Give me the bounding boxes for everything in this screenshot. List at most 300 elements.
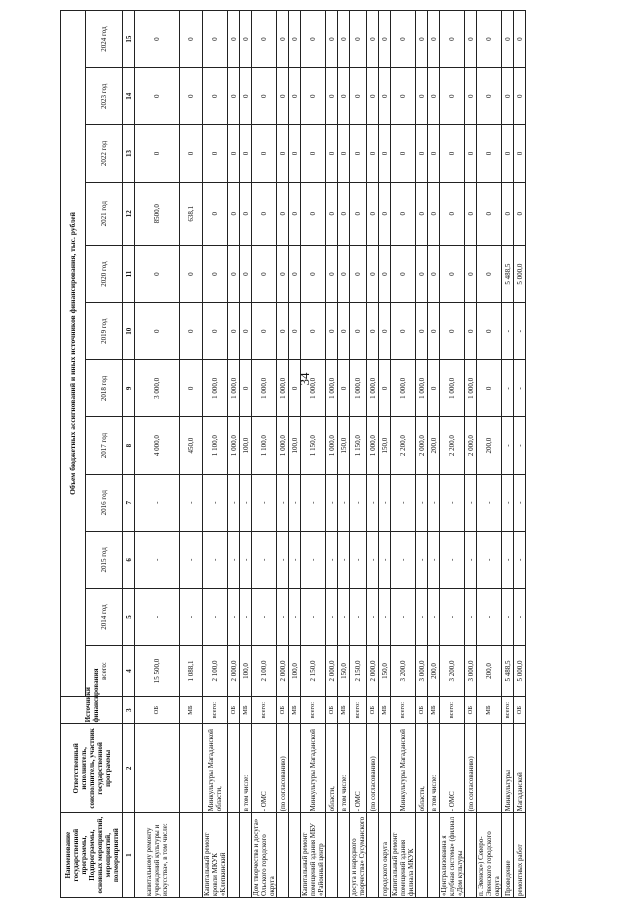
header-executor: Ответственный исполнитель, соисполнитель, участник государственной программы [61,724,123,813]
year-value-cell: 1 000,0 [228,360,240,417]
year-value-cell: 0 [514,68,526,125]
year-value-cell: 0 [391,246,416,303]
year-value-cell: - [252,531,277,588]
year-value-cell: 0 [252,68,277,125]
year-value-cell: 1 000,0 [326,360,338,417]
column-number-cell: 6 [123,531,135,588]
total-value-cell: 100,0 [289,646,301,697]
year-value-cell: - [465,588,477,645]
year-value-cell: 0 [277,11,289,68]
table-row [338,11,350,898]
executor-cell: - ОМС [252,724,277,813]
program-name-cell: Капитальный ремонт кровли МКУК «Клепкинский [203,813,228,898]
table-row [301,11,326,898]
header-group-title: Объем бюджетных ассигнований и иных источников финансирования, тыс. рублей [61,11,86,697]
year-value-cell: 0 [350,303,367,360]
table-row [240,11,252,898]
year-value-cell: - [135,531,180,588]
total-value-cell: 3 000,0 [416,646,428,697]
year-value-cell: 0 [240,68,252,125]
total-value-cell: 2 100,0 [203,646,228,697]
year-value-cell: - [502,360,514,417]
source-cell: МБ [289,696,301,724]
year-value-cell: - [514,303,526,360]
year-value-cell: 0 [465,68,477,125]
year-value-cell: - [465,474,477,531]
year-value-cell: 0 [350,182,367,246]
year-value-cell: - [252,588,277,645]
table-row [367,11,379,898]
year-value-cell: 0 [228,68,240,125]
year-value-cell: 0 [440,125,465,182]
year-value-cell: 0 [228,11,240,68]
year-value-cell: 1 000,0 [391,360,416,417]
total-value-cell: 100,0 [240,646,252,697]
total-value-cell: 3 200,0 [391,646,416,697]
year-value-cell: - [228,474,240,531]
table-container [60,10,570,898]
year-value-cell: - [391,588,416,645]
year-value-cell: 0 [416,182,428,246]
year-value-cell: - [514,474,526,531]
year-value-cell: - [477,531,502,588]
column-number-cell: 2 [123,724,135,813]
year-value-cell: - [301,531,326,588]
year-value-cell: 0 [428,246,440,303]
year-value-cell: 0 [301,11,326,68]
year-value-cell: 0 [465,11,477,68]
year-value-cell: - [203,588,228,645]
year-value-cell: 0 [514,11,526,68]
year-value-cell: - [440,474,465,531]
executor-cell: Минкультуры Магаданской [391,724,416,813]
program-name-cell: «Централизованна я клубная система» (филиал «Дом культуры [440,813,465,898]
year-value-cell: 0 [477,360,502,417]
source-cell: МБ [338,696,350,724]
executor-cell: Минкультуры [502,724,514,813]
header-year: 2018 год [86,360,123,417]
year-value-cell: 0 [135,125,180,182]
column-number-cell: 5 [123,588,135,645]
total-value-cell: 150,0 [338,646,350,697]
source-cell: всего: [350,696,367,724]
year-value-cell: - [240,531,252,588]
year-value-cell: 0 [440,303,465,360]
year-value-cell: - [277,588,289,645]
source-cell: ОБ [514,696,526,724]
year-value-cell: - [326,531,338,588]
year-value-cell: - [428,588,440,645]
year-value-cell: 0 [367,182,379,246]
executor-cell: (по согласованию) [465,724,477,813]
total-value-cell: 3 200,0 [440,646,465,697]
year-value-cell: 0 [180,360,203,417]
column-number-cell: 8 [123,417,135,474]
executor-cell [289,724,301,813]
year-value-cell: - [416,474,428,531]
total-value-cell: 2 000,0 [277,646,289,697]
year-value-cell: - [228,531,240,588]
year-value-cell: 0 [252,11,277,68]
column-number-row [123,11,135,898]
year-value-cell: 0 [428,125,440,182]
total-value-cell: 200,0 [428,646,440,697]
year-value-cell: - [180,588,203,645]
year-value-cell: 0 [252,303,277,360]
year-value-cell: - [367,531,379,588]
year-value-cell: 0 [203,246,228,303]
year-value-cell: 0 [428,68,440,125]
year-value-cell: 0 [391,125,416,182]
program-name-cell [326,813,338,898]
year-value-cell: - [240,474,252,531]
year-value-cell: 0 [180,246,203,303]
source-cell: МБ [240,696,252,724]
column-number-cell: 7 [123,474,135,531]
source-cell: всего: [252,696,277,724]
year-value-cell: 0 [477,11,502,68]
year-value-cell: 0 [338,303,350,360]
table-row [391,11,416,898]
total-value-cell: 1 088,1 [180,646,203,697]
year-value-cell: 0 [240,11,252,68]
year-value-cell: 0 [203,11,228,68]
table-row [228,11,240,898]
year-value-cell: - [301,474,326,531]
year-value-cell: - [180,531,203,588]
year-value-cell: 0 [240,182,252,246]
year-value-cell: - [350,531,367,588]
executor-cell: области, [326,724,338,813]
year-value-cell: 0 [379,125,391,182]
year-value-cell: - [440,531,465,588]
year-value-cell: 0 [440,68,465,125]
year-value-cell: 0 [440,182,465,246]
table-row [252,11,277,898]
year-value-cell: 5 000,0 [514,246,526,303]
year-value-cell: 0 [252,125,277,182]
executor-cell: в том числе: [240,724,252,813]
header-year: 2022 год [86,125,123,182]
year-value-cell: 0 [379,303,391,360]
program-name-cell [367,813,379,898]
source-cell: ОБ [277,696,289,724]
year-value-cell: - [338,474,350,531]
year-value-cell: - [502,303,514,360]
year-value-cell: - [428,531,440,588]
year-value-cell: 0 [135,68,180,125]
year-value-cell: 0 [477,125,502,182]
year-value-cell: - [465,531,477,588]
year-value-cell: 1 100,0 [203,417,228,474]
year-value-cell: 450,0 [180,417,203,474]
year-value-cell: 1 000,0 [228,417,240,474]
year-value-cell: 0 [391,68,416,125]
year-value-cell: - [379,474,391,531]
column-number-cell: 15 [123,11,135,68]
year-value-cell: - [252,474,277,531]
year-value-cell: 0 [477,68,502,125]
source-cell: ОБ [367,696,379,724]
year-value-cell: - [338,588,350,645]
year-value-cell: 0 [391,182,416,246]
year-value-cell: 0 [350,68,367,125]
header-year: 2015 год [86,531,123,588]
year-value-cell: 2 000,0 [416,417,428,474]
year-value-cell: 0 [135,303,180,360]
column-number-cell: 14 [123,68,135,125]
table-row [350,11,367,898]
table-row [277,11,289,898]
year-value-cell: 0 [367,125,379,182]
source-cell: всего: [440,696,465,724]
year-value-cell: 0 [338,68,350,125]
year-value-cell: 0 [440,246,465,303]
table-row [502,11,514,898]
year-value-cell: - [228,588,240,645]
year-value-cell: 1 000,0 [252,360,277,417]
source-cell: всего: [203,696,228,724]
executor-cell: (по согласованию) [367,724,379,813]
year-value-cell: 0 [338,125,350,182]
year-value-cell: 0 [502,125,514,182]
year-value-cell: 1 000,0 [301,360,326,417]
source-cell: ОБ [416,696,428,724]
program-name-cell: Проведение [502,813,514,898]
year-value-cell: - [502,588,514,645]
year-value-cell: 0 [477,303,502,360]
year-value-cell: 0 [367,246,379,303]
year-value-cell: - [289,531,301,588]
year-value-cell: 0 [350,11,367,68]
total-value-cell: 200,0 [477,646,502,697]
program-name-cell [180,813,203,898]
year-value-cell: 0 [477,182,502,246]
year-value-cell: 0 [338,182,350,246]
year-value-cell: 0 [465,303,477,360]
program-name-cell [289,813,301,898]
year-value-cell: 0 [180,303,203,360]
year-value-cell: 0 [379,68,391,125]
year-value-cell: 4 000,0 [135,417,180,474]
year-value-cell: - [514,417,526,474]
year-value-cell: 0 [135,11,180,68]
year-value-cell: 0 [277,182,289,246]
year-value-cell: 0 [338,246,350,303]
table-body [135,11,526,898]
year-value-cell: 0 [326,125,338,182]
year-value-cell: 1 000,0 [367,360,379,417]
column-number-cell: 4 [123,646,135,697]
header-name: Наименование государственной программы, Подпрограммы, основных мероприятий, мероприятий, полмероприятий [61,813,123,898]
year-value-cell: 0 [301,182,326,246]
year-value-cell: 0 [502,11,514,68]
year-value-cell: 0 [301,303,326,360]
year-value-cell: 0 [228,303,240,360]
year-value-cell: 0 [465,246,477,303]
year-value-cell: 0 [326,303,338,360]
year-value-cell: 0 [428,303,440,360]
program-name-cell: п. Эвенск») Северо-Эвенского городского округа [477,813,502,898]
rotated-page-area [60,10,570,898]
year-value-cell: 2 200,0 [440,417,465,474]
year-value-cell: 0 [240,246,252,303]
year-value-cell: 0 [477,246,502,303]
table-row [465,11,477,898]
year-value-cell: 2 000,0 [465,417,477,474]
program-name-cell: Дом творчества и досуга» Ольского городского округа [252,813,277,898]
program-name-cell [277,813,289,898]
year-value-cell: 1 000,0 [440,360,465,417]
executor-cell [228,724,240,813]
year-value-cell: 0 [277,68,289,125]
table-row [326,11,338,898]
year-value-cell: 0 [203,125,228,182]
header-source: Источники финансирования [61,696,123,724]
source-cell: всего: [502,696,514,724]
header-year: 2017 год [86,417,123,474]
program-name-cell: ремонтных работ [514,813,526,898]
year-value-cell: - [277,474,289,531]
executor-cell: Магаданской [514,724,526,813]
program-name-cell [228,813,240,898]
year-value-cell: 0 [338,11,350,68]
executor-cell: (по согласованию) [277,724,289,813]
year-value-cell: 1 000,0 [416,360,428,417]
source-cell: ОБ [228,696,240,724]
year-value-cell: 0 [289,360,301,417]
year-value-cell: - [350,588,367,645]
year-value-cell: 1 150,0 [350,417,367,474]
year-value-cell: 0 [326,182,338,246]
year-value-cell: 200,0 [477,417,502,474]
year-value-cell: 1 000,0 [350,360,367,417]
program-name-cell: капитальному ремонту учреждений культуры и искусства», в том числе: [135,813,180,898]
year-value-cell: 0 [416,303,428,360]
year-value-cell: 0 [240,360,252,417]
executor-cell: области, [416,724,428,813]
year-value-cell: - [367,474,379,531]
table-row [477,11,502,898]
column-number-cell: 10 [123,303,135,360]
year-value-cell: 0 [465,125,477,182]
executor-cell: в том числе: [428,724,440,813]
year-value-cell: - [416,531,428,588]
year-value-cell: 0 [252,246,277,303]
table-row [180,11,203,898]
year-value-cell: 1 100,0 [252,417,277,474]
header-total: всего: [86,646,123,697]
year-value-cell: 0 [203,68,228,125]
year-value-cell: 1 000,0 [277,360,289,417]
year-value-cell: 100,0 [240,417,252,474]
table-row [440,11,465,898]
source-cell: ОБ [326,696,338,724]
source-cell: всего: [391,696,416,724]
year-value-cell: 0 [338,360,350,417]
year-value-cell: - [391,474,416,531]
total-value-cell: 2 150,0 [301,646,326,697]
year-value-cell: - [514,360,526,417]
financing-table [60,10,526,898]
total-value-cell: 150,0 [379,646,391,697]
executor-cell: в том числе: [338,724,350,813]
year-value-cell: 0 [228,246,240,303]
year-value-cell: 0 [180,11,203,68]
header-year: 2019 год [86,303,123,360]
program-name-cell: Капитальный ремонт помещений здания филиала МКУК [391,813,416,898]
year-value-cell: 150,0 [379,417,391,474]
year-value-cell: 0 [301,246,326,303]
year-value-cell: - [180,474,203,531]
year-value-cell: 1 000,0 [277,417,289,474]
year-value-cell: - [367,588,379,645]
source-cell: ОБ [465,696,477,724]
year-value-cell: 0 [514,182,526,246]
table-row [379,11,391,898]
year-value-cell: 0 [502,68,514,125]
year-value-cell: 0 [289,182,301,246]
year-value-cell: 0 [502,182,514,246]
year-value-cell: 100,0 [289,417,301,474]
year-value-cell: - [326,588,338,645]
year-value-cell: 0 [301,125,326,182]
program-name-cell: городского округа [379,813,391,898]
year-value-cell: 0 [379,182,391,246]
year-value-cell: - [502,531,514,588]
total-value-cell: 2 150,0 [350,646,367,697]
program-name-cell: досуга и народного творчества» Сусуманского [350,813,367,898]
table-row [203,11,228,898]
table-row [428,11,440,898]
year-value-cell: 0 [228,182,240,246]
year-value-cell: 0 [416,125,428,182]
source-cell: МБ [428,696,440,724]
executor-cell [135,724,180,813]
table-row [289,11,301,898]
year-value-cell: - [391,531,416,588]
year-value-cell: - [326,474,338,531]
year-value-cell: - [502,417,514,474]
source-cell: ОБ [135,696,180,724]
year-value-cell: - [379,531,391,588]
year-value-cell: 0 [289,125,301,182]
year-value-cell: 0 [277,303,289,360]
year-value-cell: 3 000,0 [135,360,180,417]
year-value-cell: 0 [440,11,465,68]
year-value-cell: 0 [252,182,277,246]
year-value-cell: - [477,588,502,645]
year-value-cell: - [277,531,289,588]
year-value-cell: 0 [350,246,367,303]
total-value-cell: 2 100,0 [252,646,277,697]
column-number-cell: 13 [123,125,135,182]
year-value-cell: 0 [416,246,428,303]
column-number-cell: 3 [123,696,135,724]
year-value-cell: - [203,531,228,588]
header-year: 2024 год [86,11,123,68]
column-number-cell: 1 [123,813,135,898]
year-value-cell: 0 [379,11,391,68]
year-value-cell: 0 [391,11,416,68]
year-value-cell: 0 [416,68,428,125]
year-value-cell: 1 000,0 [203,360,228,417]
year-value-cell: 0 [416,11,428,68]
year-value-cell: 2 200,0 [391,417,416,474]
year-value-cell: 0 [428,182,440,246]
year-value-cell: - [416,588,428,645]
source-cell: МБ [180,696,203,724]
